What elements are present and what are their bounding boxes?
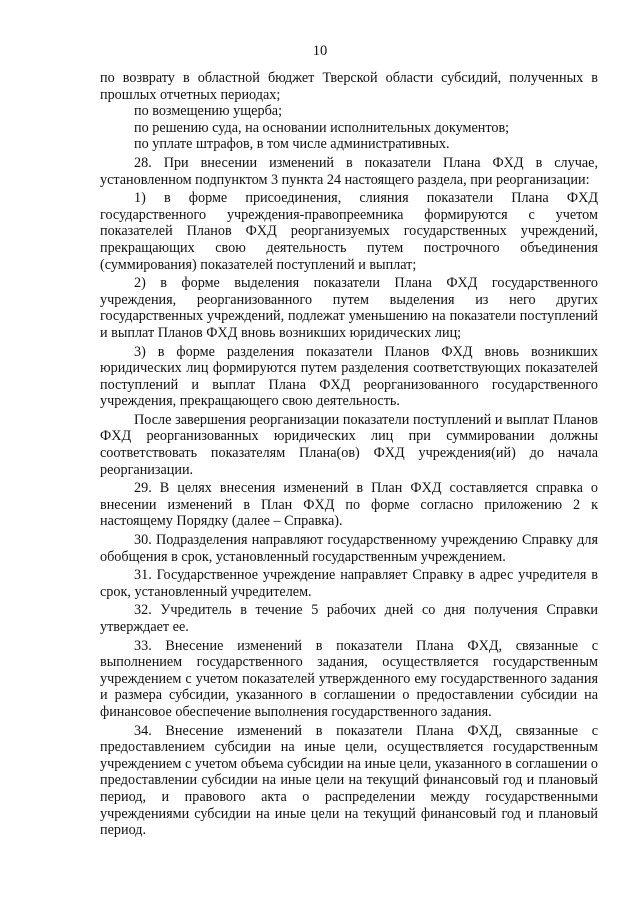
paragraph-28-item-3: 3) в форме разделения показатели Планов ФХД вновь возникших юридических лиц формируются путем разделения соответствующих показателей поступлений и выплат Плана ФХД реорганизованного государственного учреждения, прекращающего свою деятельность. bbox=[100, 343, 598, 410]
paragraph-28: 28. При внесении изменений в показатели Плана ФХД в случае, установленном подпунктом 3 пункта 24 настоящего раздела, при реорганизации: bbox=[100, 154, 598, 188]
paragraph-damage-compensation: по возмещению ущерба; bbox=[134, 103, 283, 120]
paragraph-court-decision: по решению суда, на основании исполнительных документов; bbox=[134, 119, 510, 136]
paragraph-31: 31. Государственное учреждение направляет Справку в адрес учредителя в срок, установленный учредителем. bbox=[100, 567, 598, 600]
paragraph-33: 33. Внесение изменений в показатели Плана ФХД, связанные с выполнением государственного задания, осуществляется государственным учреждением с учетом показателей утвержденного ему государственного задания и размера субсидии, указанного в соглашении о предоставлении субсидии на финансовое обеспечение выполнения государственного задания. bbox=[100, 637, 598, 720]
paragraph-28-item-1: 1) в форме присоединения, слияния показатели Плана ФХД государственного учреждения-правопреемника формируются с учетом показателей Планов ФХД реорганизуемых государственных учреждений, прекращающих свою деятельность путем построчного объединения (суммирования) показателей поступлений и выплат; bbox=[100, 190, 598, 273]
paragraph-return-subsidies: по возврату в областной бюджет Тверской области субсидий, полученных в прошлых отчетных периодах; bbox=[100, 70, 598, 103]
paragraph-34: 34. Внесение изменений в показатели Плана ФХД, связанные с предоставлением субсидии на иные цели, осуществляется государственным учреждением с учетом объема субсидии на иные цели, указанного в соглашении о предоставлении субсидии на иные цели на текущий финансовый год и плановый период, и правового акта о распределении между государственными учреждениями субсидии на иные цели на текущий финансовый год и плановый период. bbox=[100, 722, 598, 839]
document-body bbox=[100, 70, 598, 839]
paragraph-28-item-2: 2) в форме выделения показатели Плана ФХД государственного учреждения, реорганизованного путем выделения из него других государственных учреждений, подлежат уменьшению на показатели поступлений и выплат Планов ФХД вновь возникших юридических лиц; bbox=[100, 275, 598, 341]
paragraph-32: 32. Учредитель в течение 5 рабочих дней со дня получения Справки утверждает ее. bbox=[100, 602, 598, 635]
paragraph-29: 29. В целях внесения изменений в План ФХД составляется справка о внесении изменений в План ФХД по форме согласно приложению 2 к настоящему Порядку (далее – Справка). bbox=[100, 480, 598, 530]
paragraph-fines: по уплате штрафов, в том числе административных. bbox=[134, 136, 450, 153]
page-number: 10 bbox=[312, 43, 328, 59]
paragraph-30: 30. Подразделения направляют государственному учреждению Справку для обобщения в срок, установленный государственным учреждением. bbox=[100, 532, 598, 565]
paragraph-after-reorganization: После завершения реорганизации показатели поступлений и выплат Планов ФХД реорганизованных юридических лиц при суммировании должны соответствовать показателям Плана(ов) ФХД учреждения(ий) до начала реорганизации. bbox=[100, 411, 598, 478]
